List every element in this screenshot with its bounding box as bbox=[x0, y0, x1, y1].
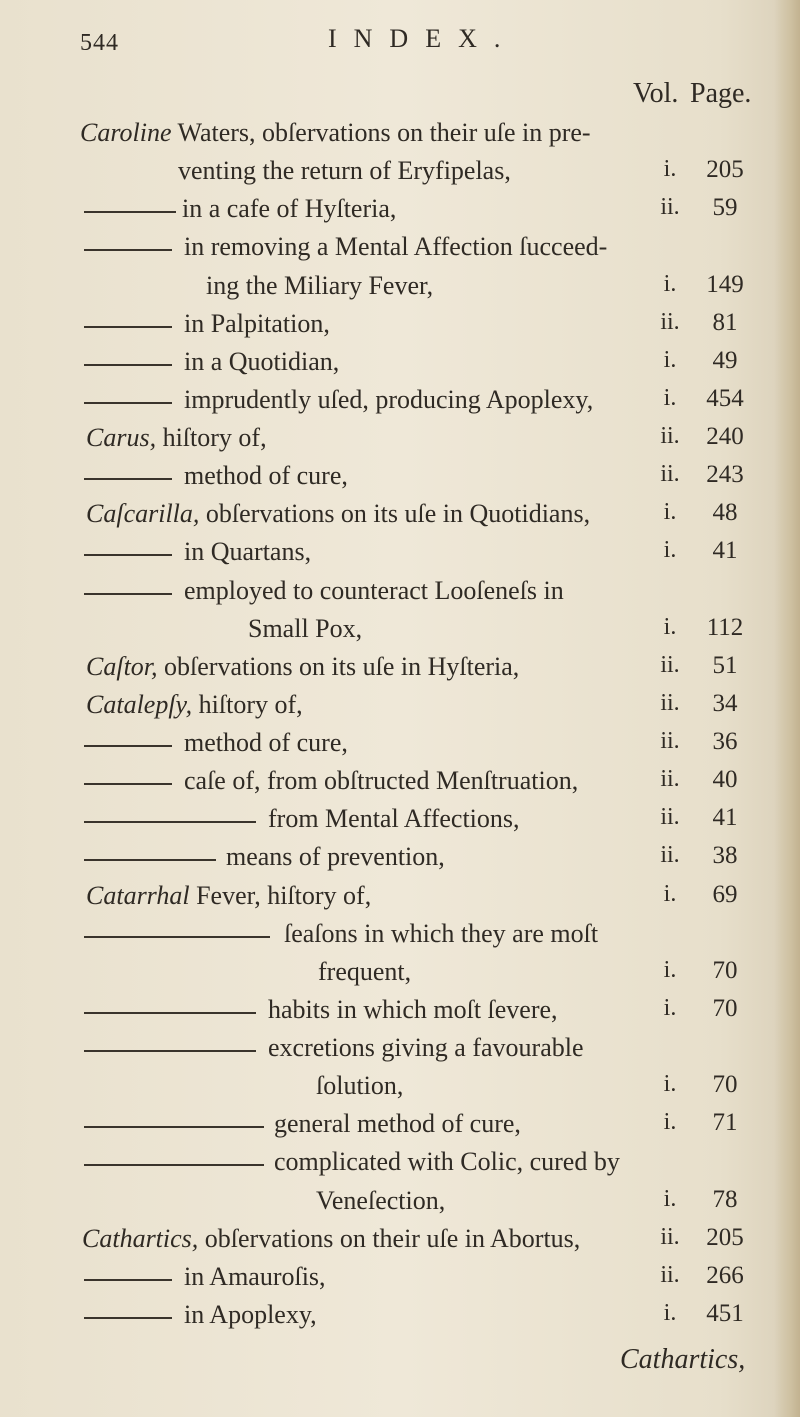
page-reference: 205 bbox=[706, 156, 744, 183]
entry-description: frequent, bbox=[318, 957, 412, 986]
page-header bbox=[80, 24, 740, 64]
entry-text bbox=[206, 271, 433, 301]
page-reference: 70 bbox=[712, 995, 738, 1022]
entry-description: obſervations on its uſe in Hyſteria, bbox=[157, 652, 520, 681]
index-entry bbox=[0, 461, 800, 501]
ditto-dash bbox=[84, 211, 176, 213]
index-entry bbox=[0, 232, 800, 272]
entry-headword: Caſtor, bbox=[86, 652, 158, 681]
entry-text bbox=[274, 1109, 521, 1139]
index-entry bbox=[0, 423, 800, 463]
entry-description: in Apoplexy, bbox=[184, 1300, 317, 1329]
page-reference: 266 bbox=[706, 1262, 744, 1289]
entry-text bbox=[226, 842, 445, 872]
entry-headword: Caroline bbox=[80, 118, 172, 147]
entry-text bbox=[268, 1033, 584, 1063]
index-entry bbox=[0, 537, 800, 577]
index-entry bbox=[0, 842, 800, 882]
index-entry bbox=[0, 1109, 800, 1149]
entry-text bbox=[184, 461, 348, 491]
volume-number: i. bbox=[663, 271, 677, 297]
entry-text bbox=[82, 1224, 580, 1254]
index-entry bbox=[0, 1147, 800, 1187]
index-entry bbox=[0, 919, 800, 959]
entry-text bbox=[274, 1147, 620, 1177]
ditto-dash bbox=[84, 1317, 172, 1319]
entry-description: in a cafe of Hyſteria, bbox=[182, 194, 397, 223]
volume-number: i. bbox=[663, 1071, 677, 1097]
entry-text bbox=[86, 423, 267, 453]
index-entry bbox=[0, 614, 800, 654]
volume-number: i. bbox=[663, 1186, 677, 1212]
volume-number: ii. bbox=[660, 804, 680, 830]
volume-number: i. bbox=[663, 1109, 677, 1135]
entry-text bbox=[184, 576, 564, 606]
ditto-dash bbox=[84, 554, 172, 556]
index-entry bbox=[0, 271, 800, 311]
entry-description: obſervations on its uſe in Quotidians, bbox=[199, 499, 591, 528]
entry-text bbox=[316, 1186, 445, 1216]
entry-headword: Caſcarilla, bbox=[86, 499, 200, 528]
index-entry bbox=[0, 957, 800, 997]
volume-number: ii. bbox=[660, 690, 680, 716]
entry-text bbox=[184, 309, 330, 339]
entry-text bbox=[178, 156, 511, 186]
page-reference: 71 bbox=[712, 1109, 738, 1136]
entry-text bbox=[316, 1071, 403, 1101]
entry-description: employed to counteract Looſeneſs in bbox=[184, 576, 564, 605]
page-reference: 49 bbox=[712, 347, 738, 374]
entry-description: method of cure, bbox=[184, 728, 348, 757]
volume-number: ii. bbox=[660, 423, 680, 449]
volume-number: i. bbox=[663, 957, 677, 983]
ditto-dash bbox=[84, 1012, 256, 1014]
entry-description: ing the Miliary Fever, bbox=[206, 271, 434, 300]
page-reference: 41 bbox=[712, 537, 738, 564]
entry-description: method of cure, bbox=[184, 461, 348, 490]
page-reference: 36 bbox=[712, 728, 738, 755]
entry-text bbox=[318, 957, 411, 987]
entry-description: means of prevention, bbox=[226, 842, 445, 871]
entry-headword: Carus, bbox=[86, 423, 157, 452]
vol-column-header: Vol. bbox=[633, 78, 679, 109]
page-reference: 38 bbox=[712, 842, 738, 869]
ditto-dash bbox=[84, 402, 172, 404]
entry-description: in Palpitation, bbox=[184, 309, 330, 338]
index-entry bbox=[0, 766, 800, 806]
entry-description: caſe of, from obſtructed Menſtruation, bbox=[184, 766, 579, 795]
entry-description: obſervations on their uſe in Abortus, bbox=[198, 1224, 581, 1253]
page-reference: 78 bbox=[712, 1186, 738, 1213]
volume-number: ii. bbox=[660, 1262, 680, 1288]
catchword: Cathartics, bbox=[620, 1344, 746, 1375]
page-reference: 41 bbox=[712, 804, 738, 831]
volume-number: i. bbox=[663, 156, 677, 182]
entry-text bbox=[184, 766, 578, 796]
entry-description: in removing a Mental Affection ſucceed- bbox=[184, 232, 608, 261]
entry-description: ſeaſons in which they are moſt bbox=[284, 919, 599, 948]
volume-number: i. bbox=[663, 995, 677, 1021]
index-entry bbox=[0, 881, 800, 921]
index-entry bbox=[0, 1262, 800, 1302]
index-entry bbox=[0, 1071, 800, 1111]
volume-number: ii. bbox=[660, 1224, 680, 1250]
page-reference: 59 bbox=[712, 194, 738, 221]
entry-text bbox=[184, 1262, 326, 1292]
volume-number: ii. bbox=[660, 766, 680, 792]
index-entry bbox=[0, 499, 800, 539]
page-reference: 40 bbox=[712, 766, 738, 793]
entry-text bbox=[184, 537, 311, 567]
page-reference: 243 bbox=[706, 461, 744, 488]
entry-headword: Catalepſy, bbox=[86, 690, 193, 719]
page-reference: 69 bbox=[712, 881, 738, 908]
page-column-header: Page. bbox=[690, 78, 752, 109]
volume-number: ii. bbox=[660, 461, 680, 487]
entry-text bbox=[184, 728, 348, 758]
entry-description: Fever, hiſtory of, bbox=[189, 881, 372, 910]
volume-number: ii. bbox=[660, 728, 680, 754]
index-entry bbox=[0, 576, 800, 616]
entry-description: hiſtory of, bbox=[192, 690, 303, 719]
page-reference: 81 bbox=[712, 309, 738, 336]
page-reference: 51 bbox=[712, 652, 738, 679]
page-number: 544 bbox=[80, 30, 119, 56]
ditto-dash bbox=[84, 859, 216, 861]
index-entry bbox=[0, 309, 800, 349]
entry-headword: Cathartics, bbox=[82, 1224, 199, 1253]
entry-text bbox=[86, 499, 590, 529]
page-reference: 240 bbox=[706, 423, 744, 450]
ditto-dash bbox=[84, 478, 172, 480]
entry-description: complicated with Colic, cured by bbox=[274, 1147, 620, 1176]
entry-text bbox=[284, 919, 598, 949]
entry-description: in Quartans, bbox=[184, 537, 312, 566]
ditto-dash bbox=[84, 326, 172, 328]
index-entry bbox=[0, 385, 800, 425]
entry-description: excretions giving a favourable bbox=[268, 1033, 584, 1062]
index-entry bbox=[0, 118, 800, 158]
index-entry bbox=[0, 194, 800, 234]
ditto-dash bbox=[84, 1126, 264, 1128]
page-reference: 34 bbox=[712, 690, 738, 717]
entry-description: ſolution, bbox=[316, 1071, 404, 1100]
ditto-dash bbox=[84, 593, 172, 595]
entry-description: Small Pox, bbox=[248, 614, 363, 643]
entry-description: hiſtory of, bbox=[156, 423, 267, 452]
entry-text bbox=[184, 347, 339, 377]
entry-description: venting the return of Eryfipelas, bbox=[178, 156, 511, 185]
running-title: INDEX. bbox=[328, 24, 518, 53]
volume-number: i. bbox=[663, 385, 677, 411]
volume-number: ii. bbox=[660, 309, 680, 335]
volume-number: i. bbox=[663, 537, 677, 563]
entry-description: habits in which moſt ſevere, bbox=[268, 995, 558, 1024]
index-entry bbox=[0, 804, 800, 844]
entry-description: in a Quotidian, bbox=[184, 347, 340, 376]
page-reference: 149 bbox=[706, 271, 744, 298]
index-entry bbox=[0, 652, 800, 692]
index-entry bbox=[0, 728, 800, 768]
ditto-dash bbox=[84, 1164, 264, 1166]
index-entry bbox=[0, 1033, 800, 1073]
index-entry bbox=[0, 690, 800, 730]
index-entry bbox=[0, 1186, 800, 1226]
ditto-dash bbox=[84, 783, 172, 785]
entry-description: general method of cure, bbox=[274, 1109, 521, 1138]
index-entry bbox=[0, 1300, 800, 1340]
ditto-dash bbox=[84, 821, 256, 823]
volume-number: i. bbox=[663, 614, 677, 640]
column-headers bbox=[0, 78, 800, 118]
page-reference: 205 bbox=[706, 1224, 744, 1251]
index-entry bbox=[0, 156, 800, 196]
entry-description: Waters, obſervations on their uſe in pre- bbox=[171, 118, 591, 147]
volume-number: ii. bbox=[660, 652, 680, 678]
index-entry bbox=[0, 995, 800, 1035]
page-reference: 451 bbox=[706, 1300, 744, 1327]
volume-number: i. bbox=[663, 499, 677, 525]
index-entry bbox=[0, 347, 800, 387]
page-reference: 70 bbox=[712, 957, 738, 984]
entry-text bbox=[86, 652, 519, 682]
entry-description: from Mental Affections, bbox=[268, 804, 520, 833]
entry-headword: Catarrhal bbox=[86, 881, 190, 910]
entry-text bbox=[184, 232, 607, 262]
ditto-dash bbox=[84, 745, 172, 747]
entry-description: Veneſection, bbox=[316, 1186, 446, 1215]
entry-text bbox=[268, 804, 520, 834]
ditto-dash bbox=[84, 1050, 256, 1052]
volume-number: ii. bbox=[660, 194, 680, 220]
entry-description: imprudently uſed, producing Apoplexy, bbox=[184, 385, 594, 414]
page-reference: 112 bbox=[706, 614, 744, 641]
index-entry bbox=[0, 1224, 800, 1264]
entry-text bbox=[86, 690, 303, 720]
volume-number: ii. bbox=[660, 842, 680, 868]
entry-text bbox=[184, 1300, 317, 1330]
volume-number: i. bbox=[663, 881, 677, 907]
volume-number: i. bbox=[663, 347, 677, 373]
entry-text bbox=[86, 881, 371, 911]
page-reference: 70 bbox=[712, 1071, 738, 1098]
ditto-dash bbox=[84, 1279, 172, 1281]
ditto-dash bbox=[84, 249, 172, 251]
entry-description: in Amauroſis, bbox=[184, 1262, 326, 1291]
entry-text bbox=[248, 614, 362, 644]
entry-text bbox=[80, 118, 591, 148]
page-reference: 454 bbox=[706, 385, 744, 412]
entry-text bbox=[182, 194, 396, 224]
ditto-dash bbox=[84, 936, 270, 938]
ditto-dash bbox=[84, 364, 172, 366]
entry-text bbox=[268, 995, 558, 1025]
volume-number: i. bbox=[663, 1300, 677, 1326]
entry-text bbox=[184, 385, 593, 415]
page-reference: 48 bbox=[712, 499, 738, 526]
